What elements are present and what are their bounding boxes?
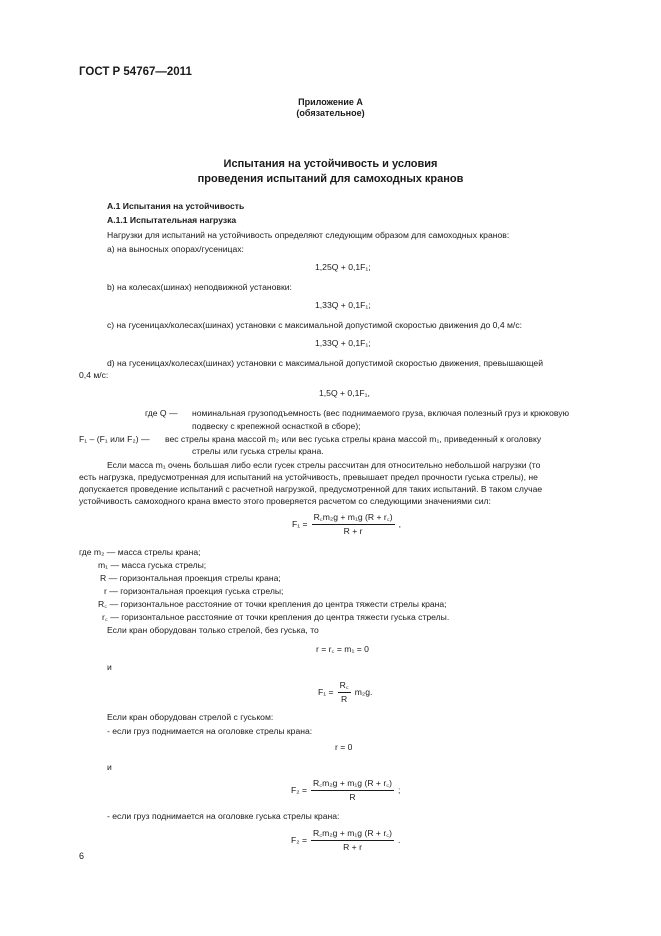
list-item-d-line1: d) на гусеницах/колесах(шинах) установки с максимальной допустимой скоростью движения, превышающей: [107, 358, 544, 368]
formula-f3: [291, 777, 400, 802]
list-item-a: а) на выносных опорах/гусеницах:: [107, 244, 244, 254]
definition-R: R — горизонтальная проекция стрелы крана;: [100, 573, 281, 583]
definition-r: r — горизонтальная проекция гуська стрелы;: [104, 586, 284, 596]
formula-f1-fraction: [312, 511, 395, 536]
document-code: ГОСТ Р 54767—2011: [79, 66, 192, 78]
formula-f4-end: .: [398, 834, 401, 845]
formula-f4-denominator: R + r: [343, 842, 362, 852]
formula-f1-denominator: R + r: [343, 526, 363, 536]
where-f-line2: стрелы или гуська стрелы крана.: [192, 446, 324, 456]
formula-f3-lhs: F₂ =: [291, 784, 307, 795]
definition-m1: m₁ — масса гуська стрелы;: [98, 560, 207, 570]
list-item-b: b) на колесах(шинах) неподвижной установки:: [107, 282, 292, 292]
formula-f3-end: ;: [398, 784, 401, 795]
paragraph-1-line3: допускается проведение испытаний с расчетной нагрузкой, предусмотренной для таких испытаний. В таком случае: [79, 484, 543, 494]
formula-f1-lhs: F₁ =: [292, 518, 308, 529]
formula-a: 1,25Q + 0,1F₁;: [315, 262, 371, 272]
formula-f3-denominator: R: [349, 792, 356, 802]
equation-zero-2: r = 0: [335, 742, 353, 752]
case-jib-head: - если груз поднимается на оголовке гуська стрелы крана:: [107, 811, 340, 821]
definition-Rc: R꜀ — горизонтальное расстояние от точки крепления до центра тяжести стрелы крана;: [98, 599, 447, 609]
paragraph-1-line2: есть нагрузка, предусмотренная для испытаний на устойчивость, превышает предел прочности гуська стрелы), не: [79, 472, 538, 482]
paragraph-1-line1: Если масса m₁ очень большая либо если гусек стрелы рассчитан для относительно небольшой нагрузки (то: [107, 460, 541, 470]
formula-f2-numerator: R꜀: [338, 679, 351, 693]
formula-f4: [291, 827, 400, 852]
formula-f4-fraction: [311, 827, 394, 852]
appendix-title-line1: Испытания на устойчивость и условия: [223, 158, 438, 170]
where-q-line1: номинальная грузоподъемность (вес поднимаемого груза, включая полезный груз и крюковую: [192, 408, 570, 418]
case-boom-head: - если груз поднимается на оголовке стрелы крана:: [107, 726, 313, 736]
where-f-line1: вес стрелы крана массой m₂ или вес гуська стрелы крана массой m₁, приведенный к оголовку: [165, 434, 542, 444]
definition-rc: r꜀ — горизонтальное расстояние от точки крепления до центра тяжести гуська стрелы.: [102, 612, 450, 622]
formula-f1-end: ,: [398, 518, 401, 529]
equation-zero-1: r = r꜀ = m₁ = 0: [316, 644, 369, 654]
conjunction-and-2: и: [107, 762, 112, 772]
list-item-d-line2: 0,4 м/с:: [79, 370, 109, 380]
formula-f4-lhs: F₂ =: [291, 834, 307, 845]
paragraph-intro: Нагрузки для испытаний на устойчивость определяют следующим образом для самоходных кранов:: [107, 230, 510, 240]
paragraph-1-line4: устойчивость самоходного крана вместо этого проверяется расчетом со следующими значениями сил:: [79, 496, 491, 506]
appendix-label: Приложение А: [298, 97, 363, 107]
formula-f2-lhs: F₁ =: [318, 686, 334, 697]
conjunction-and-1: и: [107, 662, 112, 672]
formula-f2: [318, 679, 372, 704]
where-q-line2: подвеску с крепежной оснасткой в сборе);: [192, 421, 361, 431]
formula-f2-denominator: R: [341, 694, 348, 704]
section-heading-a1: А.1 Испытания на устойчивость: [107, 201, 245, 211]
where-f-label: F₁ – (F₁ или F₂) —: [79, 434, 150, 444]
section-heading-a11: А.1.1 Испытательная нагрузка: [107, 215, 237, 225]
formula-c: 1,33Q + 0,1F₁;: [315, 338, 371, 348]
definition-m2: где m₂ — масса стрелы крана;: [79, 547, 201, 557]
formula-f3-numerator: R꜀m₂g + m₁g (R + r꜀): [311, 777, 394, 791]
formula-f2-rhs: m₂g.: [354, 686, 373, 697]
where-q-label: где Q —: [145, 408, 178, 418]
appendix-title-line2: проведения испытаний для самоходных кранов: [197, 173, 464, 185]
paragraph-with-jib: Если кран оборудован стрелой с гуськом:: [107, 712, 274, 722]
list-item-c: с) на гусеницах/колесах(шинах) установки с максимальной допустимой скоростью движения до 0,4 м/с:: [107, 320, 523, 330]
formula-d: 1,5Q + 0,1F₁,: [319, 388, 370, 398]
appendix-type: (обязательное): [296, 108, 365, 118]
formula-b: 1,33Q + 0,1F₁;: [315, 300, 371, 310]
formula-f3-fraction: [311, 777, 394, 802]
formula-f1: [292, 511, 401, 536]
formula-f1-numerator: R꜀m₂g + m₁g (R + r꜀): [312, 511, 395, 525]
paragraph-only-boom: Если кран оборудован только стрелой, без гуська, то: [107, 625, 319, 635]
formula-f2-fraction: [338, 679, 351, 704]
formula-f4-numerator: R꜀m₂g + m₁g (R + r꜀): [311, 827, 394, 841]
page-number: 6: [79, 851, 85, 861]
